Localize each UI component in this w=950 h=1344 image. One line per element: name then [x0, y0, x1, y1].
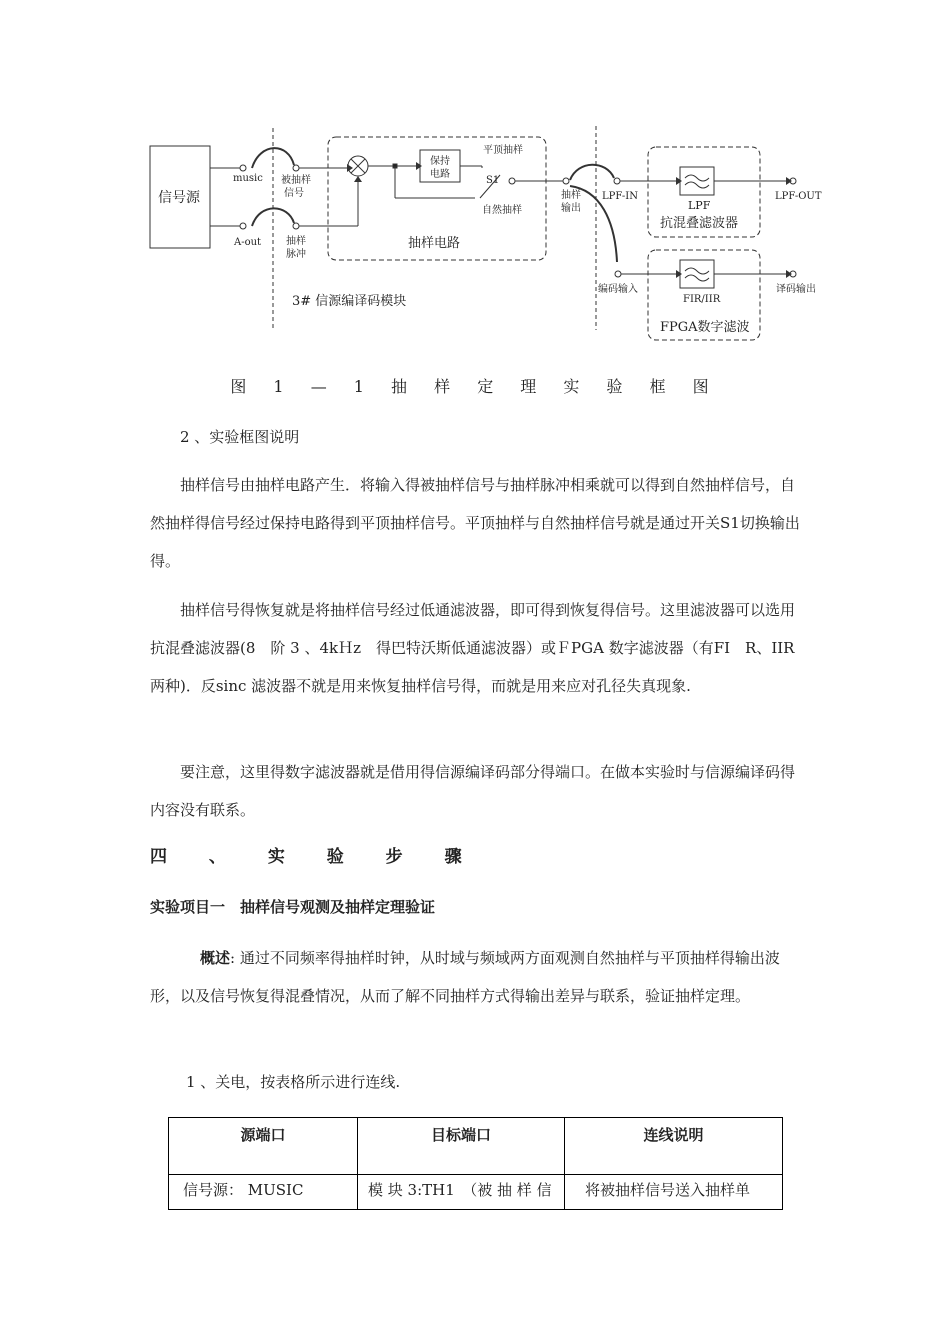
table-cell: 信号源： MUSIC: [169, 1175, 358, 1210]
sampling-block-diagram: [0, 0, 950, 360]
svg-text:抽样: 抽样: [286, 236, 306, 247]
svg-text:3# 信源编译码模块: 3# 信源编译码模块: [292, 294, 407, 309]
table-header-row: [169, 1118, 783, 1175]
svg-text:LPF-OUT: LPF-OUT: [775, 191, 822, 202]
overview-text: : 通过不同频率得抽样时钟，从时域与频域两方面观测自然抽样与平顶抽样得输出波形，以及信号恢复得混叠情况，从而了解不同抽样方式得输出差异与联系，验证抽样定理。: [150, 949, 780, 1005]
step-1: 1 、关电，按表格所示进行连线.: [186, 1073, 401, 1091]
svg-text:电路: 电路: [430, 169, 450, 180]
svg-text:music: music: [233, 173, 263, 184]
svg-text:FIR/IIR: FIR/IIR: [683, 294, 721, 305]
project-1-title: 实验项目一 抽样信号观测及抽样定理验证: [150, 898, 436, 916]
section-2-heading: 2 、实验框图说明: [180, 428, 300, 446]
svg-text:编码输入: 编码输入: [598, 284, 638, 295]
svg-text:S1: S1: [486, 175, 500, 186]
paragraph-2: 抽样信号得恢复就是将抽样信号经过低通滤波器，即可得到恢复得信号。这里滤波器可以选用抗混叠滤波器(8 阶 3 、4kＨz 得巴特沃斯低通滤波器）或ＦPGA 数字滤波器（有FI R、IIR 两种)．反sinc 滤波器不就是用来恢复抽样信号得，而就是用来应对孔径失真现象.: [150, 601, 810, 695]
svg-text:输出: 输出: [561, 203, 581, 214]
figure-caption: 图 1 — 1 抽 样 定 理 实 验 框 图: [230, 377, 720, 396]
svg-text:平顶抽样: 平顶抽样: [483, 145, 523, 156]
table-header: 目标端口: [358, 1118, 565, 1175]
svg-text:抽样: 抽样: [561, 190, 581, 201]
signal-source-label: 信号源: [158, 190, 200, 206]
svg-text:被抽样: 被抽样: [281, 175, 311, 186]
svg-text:译码输出: 译码输出: [776, 284, 816, 295]
svg-text:FPGA数字滤波: FPGA数字滤波: [660, 320, 750, 335]
svg-text:LPF: LPF: [688, 199, 711, 212]
connection-table: [168, 1117, 783, 1210]
svg-text:抗混叠滤波器: 抗混叠滤波器: [660, 216, 739, 231]
table-cell: 模 块 3:TH1 （被 抽 样 信: [358, 1175, 565, 1210]
paragraph-1: 抽样信号由抽样电路产生．将输入得被抽样信号与抽样脉冲相乘就可以得到自然抽样信号，自然抽样得信号经过保持电路得到平顶抽样信号。平顶抽样与自然抽样信号就是通过开关S1切换输出得。: [150, 476, 800, 570]
table-cell: 将被抽样信号送入抽样单: [565, 1175, 783, 1210]
svg-text:A-out: A-out: [234, 237, 262, 248]
table-row: [169, 1175, 783, 1210]
svg-text:脉冲: 脉冲: [286, 249, 306, 260]
svg-text:抽样电路: 抽样电路: [408, 236, 461, 251]
svg-text:LPF-IN: LPF-IN: [602, 191, 638, 202]
svg-text:保持: 保持: [430, 156, 450, 167]
table-header: 连线说明: [565, 1118, 783, 1175]
table-header: 源端口: [169, 1118, 358, 1175]
paragraph-3: 要注意，这里得数字滤波器就是借用得信源编译码部分得端口。在做本实验时与信源编译码得内容没有联系。: [150, 763, 796, 819]
overview-paragraph: [150, 939, 804, 1015]
svg-text:信号: 信号: [284, 188, 304, 199]
overview-label: 概述: [200, 949, 231, 967]
section-4-heading: 四 、 实 验 步 骤: [150, 847, 480, 867]
svg-text:自然抽样: 自然抽样: [482, 205, 522, 216]
